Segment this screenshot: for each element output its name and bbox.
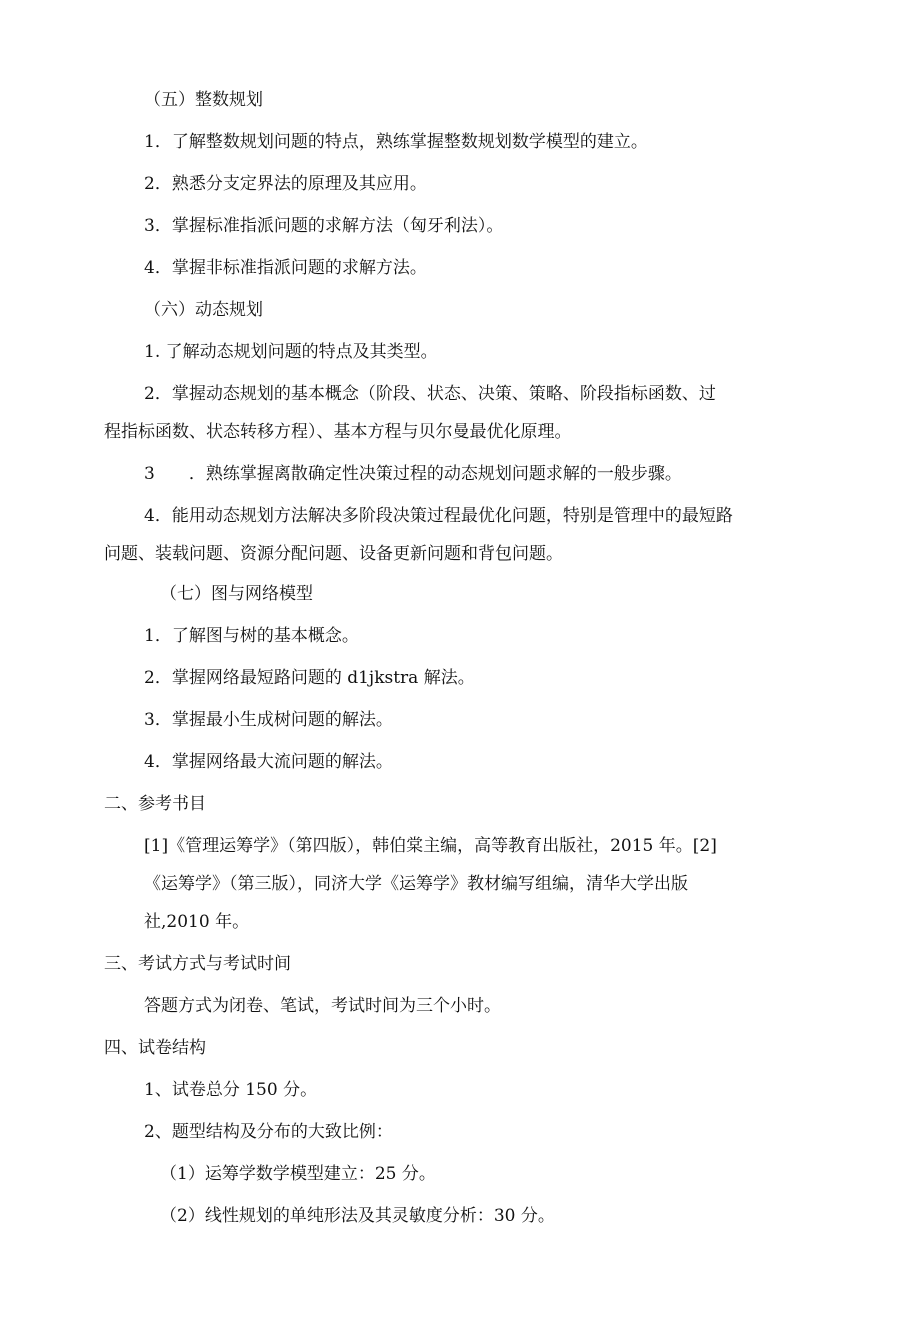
list-item: 2、题型结构及分布的大致比例： [144,1122,393,1142]
list-item: 1．了解图与树的基本概念。 [144,626,359,646]
list-item: 4．掌握网络最大流问题的解法。 [144,752,393,772]
section-heading-dynamic-programming: （六）动态规划 [144,300,263,320]
list-item: 2．熟悉分支定界法的原理及其应用。 [144,174,427,194]
list-item: 3．掌握标准指派问题的求解方法（匈牙利法）。 [144,216,504,236]
sub-list-item: （1）运筹学数学模型建立：25 分。 [160,1164,436,1184]
list-item: 2．掌握网络最短路问题的 d1jkstra 解法。 [144,668,475,688]
list-item: 4．能用动态规划方法解决多阶段决策过程最优化问题，特别是管理中的最短路 [144,506,733,526]
list-item: 1. 了解动态规划问题的特点及其类型。 [144,342,438,362]
reference-text: 《运筹学》（第三版），同济大学《运筹学》教材编写组编，清华大学出版 [144,874,688,894]
list-item: 2．掌握动态规划的基本概念（阶段、状态、决策、策略、阶段指标函数、过 [144,384,716,404]
list-item-continuation: 问题、装载问题、资源分配问题、设备更新问题和背包问题。 [104,544,563,564]
section-heading-integer-programming: （五）整数规划 [144,90,263,110]
list-item: 1．了解整数规划问题的特点，熟练掌握整数规划数学模型的建立。 [144,132,648,152]
sub-list-item: （2）线性规划的单纯形法及其灵敏度分析：30 分。 [160,1206,555,1226]
list-item-continuation: 程指标函数、状态转移方程）、基本方程与贝尔曼最优化原理。 [104,422,572,442]
exam-method-text: 答题方式为闭卷、笔试，考试时间为三个小时。 [144,996,501,1016]
reference-text: 社,2010 年。 [144,912,250,932]
heading-exam-method: 三、考试方式与考试时间 [104,954,291,974]
heading-references: 二、参考书目 [104,794,206,814]
list-item: 3．掌握最小生成树问题的解法。 [144,710,393,730]
list-item: 1、试卷总分 150 分。 [144,1080,318,1100]
reference-text: [1]《管理运筹学》（第四版），韩伯棠主编，高等教育出版社，2015 年。[2] [144,836,717,856]
heading-paper-structure: 四、试卷结构 [104,1038,206,1058]
list-item: 3 ．熟练掌握离散确定性决策过程的动态规划问题求解的一般步骤。 [144,464,682,484]
section-heading-graph-network: （七）图与网络模型 [160,584,313,604]
list-item: 4．掌握非标准指派问题的求解方法。 [144,258,427,278]
